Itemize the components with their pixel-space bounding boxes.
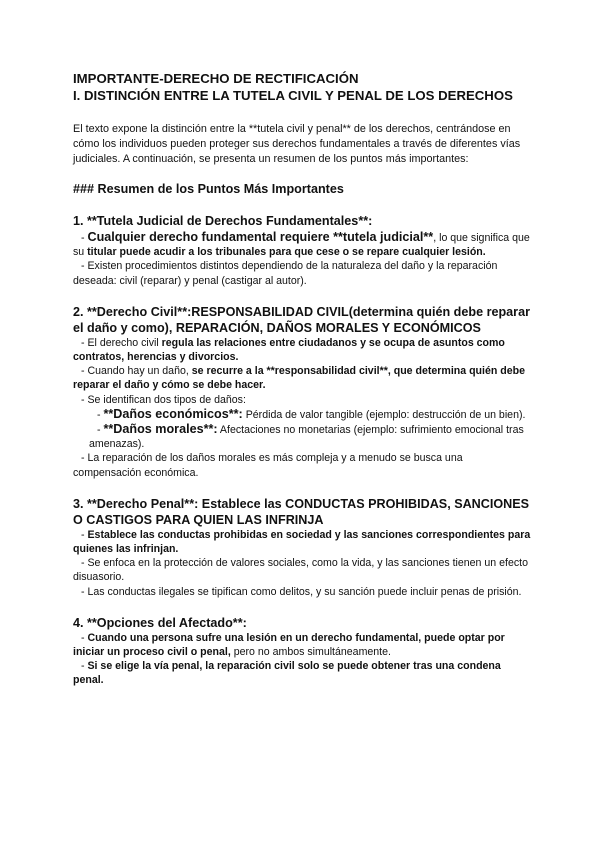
bullet-text: , lo que significa que su	[73, 232, 530, 259]
section-2-bullet-6	[73, 451, 533, 479]
section-2-bullet-1	[73, 336, 533, 364]
bullet-dash: -	[81, 585, 88, 598]
section-2	[73, 304, 533, 480]
section-1-title: 1. **Tutela Judicial de Derechos Fundamentales**:	[73, 214, 373, 228]
bullet-text: La reparación de los daños morales es más compleja y a menudo se busca una compensación económica.	[73, 452, 463, 479]
section-3-bullet-3	[73, 585, 533, 599]
bullet-dash: -	[81, 631, 88, 644]
bullet-bold-text: se recurre a la **responsabilidad civil**, que determina quién debe reparar el daño y cómo se debe hacer.	[73, 365, 525, 392]
section-1-bullet-1	[73, 230, 533, 259]
section-2-subbullet-moral	[73, 422, 533, 451]
bullet-text: Existen procedimientos distintos dependiendo de la naturaleza del daño y la reparación deseada: civil (reparar) y penal (castigar al autor).	[73, 260, 498, 287]
section-3-title: 3. **Derecho Penal**: Establece las CONDUCTAS PROHIBIDAS, SANCIONES O CASTIGOS PARA QUIEN LAS INFRINJA	[73, 496, 530, 527]
section-2-subbullet-economic	[73, 407, 533, 422]
bullet-bold-text: Cualquier derecho fundamental requiere **tutela judicial**	[87, 230, 434, 244]
bullet-text: pero no ambos simultáneamente.	[230, 646, 391, 659]
bullet-bold-text: titular puede acudir a los tribunales para que cese o se repare cualquier lesión.	[87, 246, 486, 259]
bullet-dash: -	[81, 365, 88, 378]
bullet-dash: -	[81, 528, 88, 541]
section-1-bullet-2	[73, 259, 533, 287]
bullet-bold-text: Establece las conductas prohibidas en sociedad y las sanciones correspondientes para quienes las infrinjan.	[73, 528, 531, 556]
bullet-text: Se enfoca en la protección de valores sociales, como la vida, y las sanciones tienen un efecto disuasorio.	[73, 557, 528, 584]
section-4-bullet-1	[73, 631, 533, 659]
section-4	[73, 615, 533, 688]
title-line-2: I. DISTINCIÓN ENTRE LA TUTELA CIVIL Y PENAL DE LOS DERECHOS	[73, 88, 513, 103]
bullet-dash: -	[81, 393, 88, 406]
bullet-bold-text: regula las relaciones entre ciudadanos y se ocupa de asuntos como contratos, herencias y divorcios.	[73, 336, 505, 364]
bullet-dash: -	[81, 260, 88, 273]
section-3-bullet-2	[73, 556, 533, 584]
bullet-bold-text: Cuando una persona sufre una lesión en un derecho fundamental, puede optar por iniciar un proceso civil o penal,	[73, 631, 505, 659]
document-content	[73, 70, 533, 688]
bullet-dash: -	[97, 408, 104, 421]
bullet-dash: -	[81, 232, 88, 244]
summary-heading: ### Resumen de los Puntos Más Importantes	[73, 182, 344, 196]
bullet-dash: -	[97, 424, 104, 437]
bullet-bold-text: **Daños morales**:	[103, 422, 218, 437]
intro-paragraph: El texto expone la distinción entre la **tutela civil y penal** de los derechos, centrándose en cómo los individuos pueden proteger sus derechos fundamentales a través de diferentes vías judiciales. A continuación, se presenta un resumen de los puntos más importantes:	[73, 123, 521, 165]
bullet-text: Afectaciones no monetarias (ejemplo: sufrimiento emocional tras amenazas).	[89, 424, 524, 451]
bullet-dash: -	[81, 660, 88, 673]
bullet-text: El derecho civil	[87, 336, 162, 349]
bullet-dash: -	[81, 452, 88, 465]
bullet-bold-text: **Daños económicos**:	[103, 406, 243, 421]
section-3	[73, 496, 533, 599]
section-2-title: 2. **Derecho Civil**:RESPONSABILIDAD CIVIL(determina quién debe reparar el daño y como), REPARACIÓN, DAÑOS MORALES Y ECONÓMICOS	[73, 304, 530, 335]
bullet-text: Se identifican dos tipos de daños:	[87, 393, 246, 406]
bullet-dash: -	[81, 336, 88, 349]
title-line-1: IMPORTANTE-DERECHO DE RECTIFICACIÓN	[73, 71, 359, 86]
bullet-bold-text: Si se elige la vía penal, la reparación civil solo se puede obtener tras una condena penal.	[73, 660, 501, 687]
bullet-text: Cuando hay un daño,	[87, 365, 192, 378]
document-title	[73, 70, 533, 104]
bullet-text: Pérdida de valor tangible (ejemplo: destrucción de un bien).	[242, 408, 526, 421]
section-1	[73, 213, 533, 288]
bullet-dash: -	[81, 557, 88, 570]
section-2-bullet-3	[73, 393, 533, 407]
section-4-bullet-2	[73, 659, 533, 687]
section-3-bullet-1	[73, 528, 533, 556]
section-4-title: 4. **Opciones del Afectado**:	[73, 615, 247, 630]
bullet-text: Las conductas ilegales se tipifican como delitos, y su sanción puede incluir penas de prisión.	[87, 585, 522, 598]
section-2-bullet-2	[73, 364, 533, 392]
